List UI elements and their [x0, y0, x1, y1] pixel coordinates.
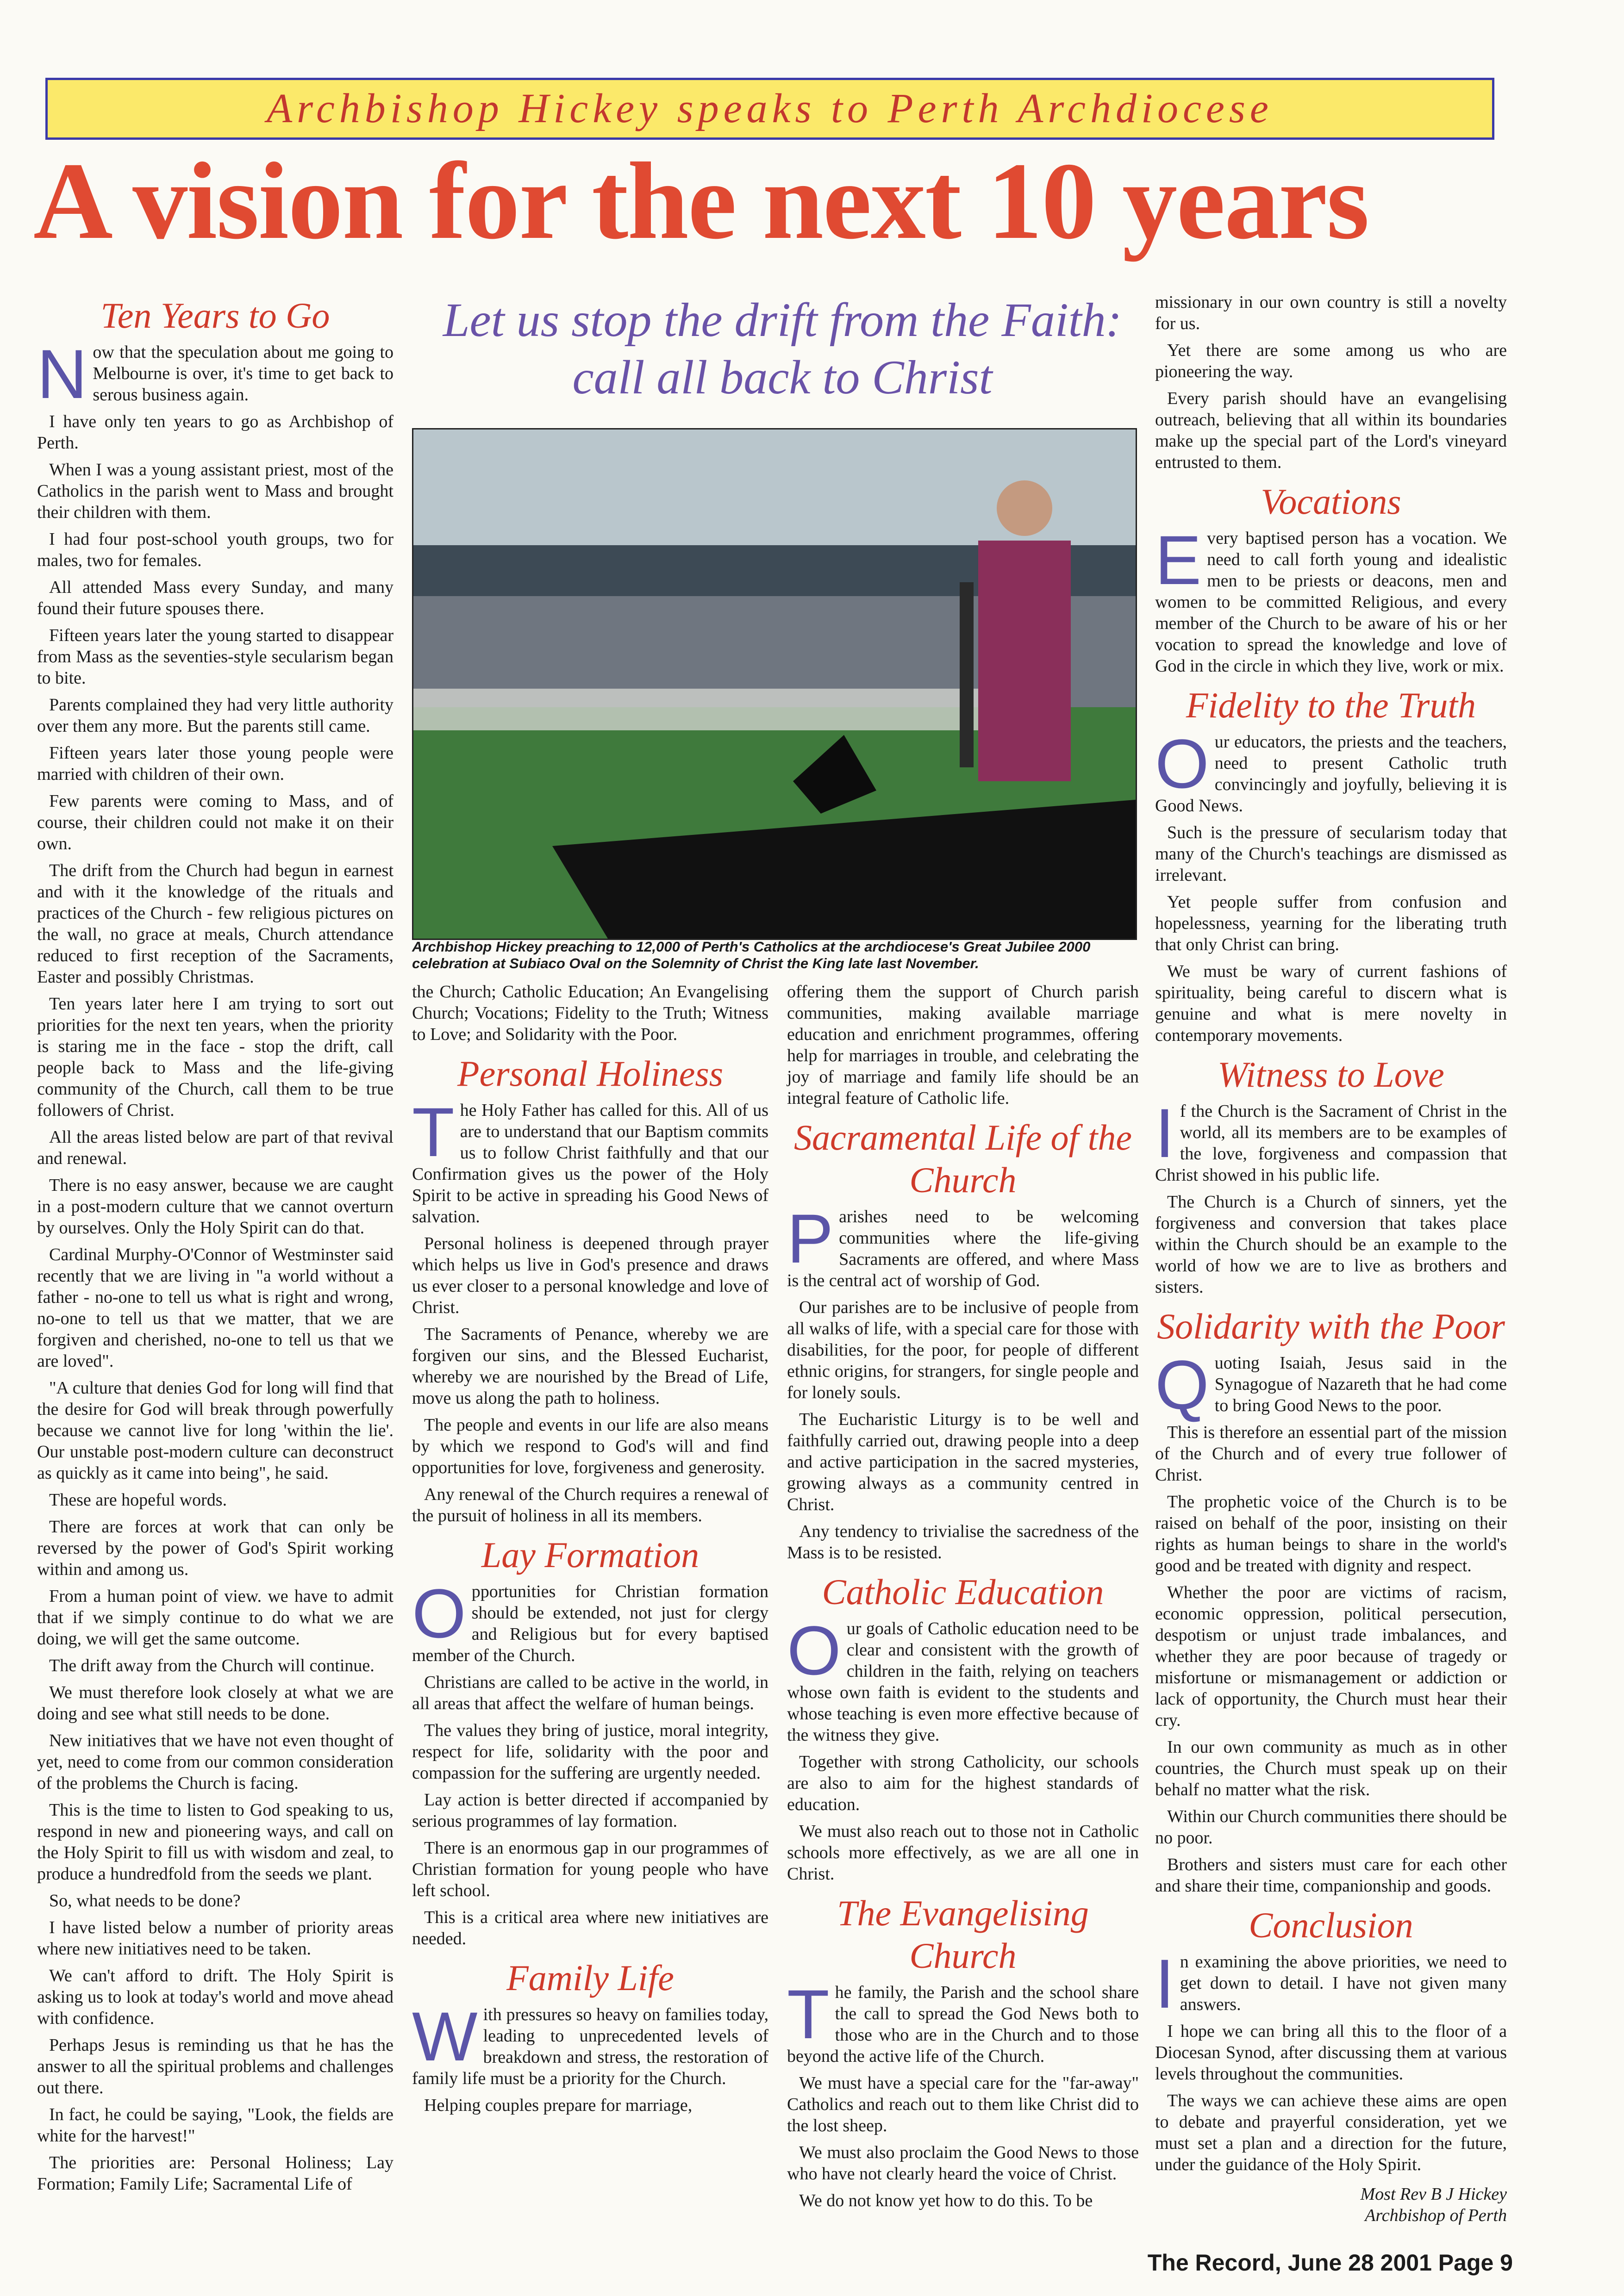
signature-name: Most Rev B J Hickey [1360, 2184, 1507, 2204]
paragraph: Yet there are some among us who are pioneering the way. [1155, 341, 1507, 381]
drop-cap: W [412, 1997, 478, 2075]
banner-text: Archbishop Hickey speaks to Perth Archdiocese [267, 86, 1273, 131]
column-2 [412, 981, 768, 2122]
paragraph: The values they bring of justice, moral integrity, respect for life, solidarity with the poor and compassion for the suffering are urgently needed. [412, 1721, 768, 1783]
drop-cap: O [1155, 725, 1209, 803]
section-heading: Solidarity with the Poor [1157, 1306, 1505, 1346]
paragraph: The drift away from the Church will continue. [49, 1656, 375, 1675]
paragraph: Helping couples prepare for marriage, [424, 2096, 693, 2115]
paragraph: In our own community as much as in other countries, the Church must speak up on their behalf no matter what the risk. [1155, 1737, 1507, 1799]
paragraph: Personal holiness is deepened through prayer which helps us live in God's presence and draws us ever closer to a personal knowledge and love of Christ. [412, 1234, 768, 1317]
drop-cap: I [1155, 1945, 1174, 2022]
section-heading: Conclusion [1249, 1905, 1413, 1945]
paragraph: arishes need to be welcoming communities where the life-giving Sacraments are offered, and where Mass is the central act of worship of God. [787, 1207, 1139, 1290]
paragraph: Ten years later here I am trying to sort out priorities for the next ten years, when the priority is staring me in the face - stop the drift, call people back to Mass and the life-giving community of the Church, call them to be true followers of Christ. [37, 994, 394, 1120]
paragraph: Such is the pressure of secularism today that many of the Church's teachings are dismissed as irrelevant. [1155, 823, 1507, 885]
signature-title: Archbishop of Perth [1365, 2206, 1507, 2225]
headline: A vision for the next 10 years [33, 140, 1368, 262]
section-heading: Personal Holiness [457, 1053, 724, 1094]
paragraph: Together with strong Catholicity, our schools are also to aim for the highest standards of education. [787, 1752, 1139, 1814]
paragraph: he Holy Father has called for this. All of us are to understand that our Baptism commits us to follow Christ faithfully and that our Confirmation gives us the power of the Holy Spirit to be active in spreading his Good News of salvation. [412, 1101, 768, 1226]
column-3-intro: offering them the support of Church parish communities, making available marriage education and enrichment programmes, offering help for marriages in trouble, and celebrating the joy of marriage and family life should be an integral feature of Catholic life. [787, 982, 1139, 1108]
paragraph: Fifteen years later those young people were married with children of their own. [37, 743, 394, 784]
section-heading: Witness to Love [1218, 1054, 1444, 1095]
section-heading: Family Life [506, 1958, 674, 1998]
paragraph: Perhaps Jesus is reminding us that he has the answer to all the spiritual problems and challenges out there. [37, 2035, 394, 2097]
paragraph: Every parish should have an evangelising outreach, believing that all within its boundaries make up the special part of the Lord's vineyard entrusted to them. [1155, 389, 1507, 472]
section-body [412, 1093, 768, 1526]
paragraph: We must be wary of current fashions of spirituality, being careful to discern what is genuine and what is mere novelty in contemporary movements. [1155, 962, 1507, 1045]
paragraph: Fifteen years later the young started to disappear from Mass as the seventies-style secularism began to bite. [37, 626, 394, 688]
paragraph: Christians are called to be active in the world, in all areas that affect the welfare of human beings. [412, 1673, 768, 1713]
paragraph: ur goals of Catholic education need to be clear and consistent with the growth of children in the faith, relying on teachers whose own faith is evident to the students and whose teaching is even more effective because of the witness they give. [787, 1619, 1139, 1745]
paragraph: Any tendency to trivialise the sacredness of the Mass is to be resisted. [787, 1522, 1139, 1562]
paragraph: ith pressures so heavy on families today, leading to unprecedented levels of breakdown and stress, the restoration of family life must be a priority for the Church. [412, 2005, 768, 2088]
paragraph: We must also reach out to those not in Catholic schools more effectively, as we are all one in Christ. [787, 1822, 1139, 1884]
paragraph: he family, the Parish and the school share the call to spread the God News both to those who are in the Church and to those beyond the active life of the Church. [787, 1983, 1139, 2066]
drop-cap: N [37, 335, 87, 413]
paragraph: Our parishes are to be inclusive of people from all walks of life, with a special care for those with disabilities, for the poor, for people of different ethnic origins, for strangers, for single people and for lonely souls. [787, 1298, 1139, 1402]
photo-image [413, 429, 1136, 939]
drop-cap: P [787, 1200, 834, 1277]
paragraph: We do not know yet how to do this. To be [799, 2191, 1093, 2210]
paragraph: The ways we can achieve these aims are open to debate and prayerful consideration, yet we must set a plan and a direction for the future, under the guidance of the Holy Spirit. [1155, 2091, 1507, 2174]
column-4-intro [1155, 292, 1507, 473]
section-heading: Sacramental Life of the Church [793, 1117, 1132, 1200]
drop-cap: T [412, 1093, 455, 1171]
section-body [1155, 1094, 1507, 1298]
paragraph: ur educators, the priests and the teachers, need to present Catholic truth convincingly and joyfully, believing it is Good News. [1155, 732, 1507, 815]
paragraph: Brothers and sisters must care for each other and share their time, companionship and goods. [1155, 1855, 1507, 1896]
paragraph: These are hopeful words. [49, 1490, 227, 1510]
paragraph: ow that the speculation about me going to Melbourne is over, it's time to get back to serous business again. [93, 342, 394, 404]
paragraph: Few parents were coming to Mass, and of course, their children could not make it on their own. [37, 791, 394, 853]
section-heading: Fidelity to the Truth [1186, 685, 1476, 725]
paragraph: Any renewal of the Church requires a renewal of the pursuit of holiness in all its members. [412, 1485, 768, 1525]
paragraph: f the Church is the Sacrament of Christ in the world, all its members are to be examples of the love, forgiveness and compassion that Christ showed in his public life. [1155, 1101, 1507, 1185]
paragraph: This is a critical area where new initiatives are needed. [412, 1908, 768, 1948]
paragraph: We must therefore look closely at what we are doing and see what still needs to be done. [37, 1683, 394, 1724]
paragraph: In fact, he could be saying, "Look, the fields are white for the harvest!" [37, 2105, 394, 2146]
drop-cap: E [1155, 521, 1202, 599]
paragraph: The Sacraments of Penance, whereby we are forgiven our sins, and the Blessed Eucharist, whereby we are nourished by the Bread of Life, move us along the path to holiness. [412, 1325, 768, 1408]
paragraph: New initiatives that we have not even thought of yet, need to come from our common consideration of the problems the Church is facing. [37, 1731, 394, 1793]
photo-archbishop-preaching [412, 428, 1137, 940]
drop-cap: Q [1155, 1346, 1209, 1424]
paragraph: I have only ten years to go as Archbishop of Perth. [37, 412, 394, 453]
paragraph: So, what needs to be done? [49, 1891, 241, 1910]
paragraph: Lay action is better directed if accompanied by serious programmes of lay formation. [412, 1790, 768, 1831]
paragraph: "A culture that denies God for long will find that the desire for God will break through powerfully because we cannot live for long 'within the lie'. Our unstable post-modern culture can deconstruct as quickly as it came into being", he said. [37, 1378, 394, 1483]
column-3 [787, 981, 1139, 2217]
paragraph: The prophetic voice of the Church is to be raised on behalf of the poor, insisting on their rights as human beings to share in the world's good and be treated with dignity and respect. [1155, 1492, 1507, 1575]
paragraph: I hope we can bring all this to the floor of a Diocesan Synod, after discussing them at various levels throughout the communities. [1155, 2022, 1507, 2084]
paragraph: The people and events in our life are also means by which we respond to God's will and find opportunities for love, forgiveness and generosity. [412, 1415, 768, 1477]
paragraph: Cardinal Murphy-O'Connor of Westminster said recently that we are living in "a world without a father - no-one to tell us what is right and wrong, no-one to tell us that we matter, that we are forgiven and cherished, no-one to tell us that we are loved". [37, 1245, 394, 1371]
drop-cap: T [787, 1975, 830, 2053]
section-body [787, 1200, 1139, 1563]
paragraph: The Eucharistic Liturgy is to be well and faithfully carried out, drawing people into a deep and active participation in the sacred mysteries, growing always as a community centred in Christ. [787, 1410, 1139, 1514]
paragraph: This is therefore an essential part of the mission of the Church and of every true follower of Christ. [1155, 1423, 1507, 1485]
banner [45, 78, 1494, 140]
column-4 [1155, 292, 1507, 2226]
paragraph: There is no easy answer, because we are caught in a post-modern culture that we cannot overturn by ourselves. Only the Holy Spirit can do that. [37, 1176, 394, 1238]
paragraph: n examining the above priorities, we need to get down to detail. I have not given many answers. [1180, 1952, 1507, 2014]
drop-cap: I [1155, 1094, 1174, 1172]
paragraph: We must have a special care for the "far-away" Catholics and reach out to them like Christ did to the lost sheep. [787, 2073, 1139, 2135]
paragraph: This is the time to listen to God speaking to us, respond in new and pioneering ways, and call on the Holy Spirit to fill us with wisdom and zeal, to produce a hundredfold from the seeds we plant. [37, 1800, 394, 1884]
paragraph: Parents complained they had very little authority over them any more. But the parents still came. [37, 695, 394, 736]
paragraph: The Church is a Church of sinners, yet the forgiveness and conversion that takes place within the Church should be an example to the world of how we are to live as brothers and sisters. [1155, 1192, 1507, 1297]
paragraph: The drift from the Church had begun in earnest and with it the knowledge of the rituals and practices of the Church - few religious pictures on the wall, no grace at meals, Church attendance reduced to first reception of the Sacraments, Easter and possibly Christmas. [37, 861, 394, 987]
section-body [787, 1975, 1139, 2211]
section-heading: Catholic Education [822, 1572, 1104, 1612]
section-heading: Vocations [1261, 481, 1401, 522]
section-body [1155, 521, 1507, 677]
paragraph: All attended Mass every Sunday, and many found their future spouses there. [37, 578, 394, 618]
paragraph: There is an enormous gap in our programmes of Christian formation for young people who have left school. [412, 1838, 768, 1900]
drop-cap: O [412, 1574, 466, 1652]
paragraph: We must also proclaim the Good News to those who have not clearly heard the voice of Christ. [787, 2143, 1139, 2184]
paragraph: When I was a young assistant priest, most of the Catholics in the parish went to Mass and brought their children with them. [37, 460, 394, 522]
section-body [1155, 1346, 1507, 1897]
drop-cap: O [787, 1612, 841, 1689]
paragraph: From a human point of view. we have to admit that if we simply continue to do what we are doing, we will get the same outcome. [37, 1587, 394, 1649]
section-body [1155, 1945, 1507, 2175]
paragraph: There are forces at work that can only be reversed by the power of God's Spirit working within and among us. [37, 1517, 394, 1579]
section-heading: Lay Formation [481, 1535, 700, 1575]
paragraph: very baptised person has a vocation. We need to call forth young and idealistic men to be priests or deacons, men and women to be committed Religious, and every member of the Church to be aware of his or her vocation to spread the knowledge and love of God in the circle in which they live, work or mix. [1155, 529, 1507, 676]
paragraph: Yet people suffer from confusion and hopelessness, yearning for the liberating truth that only Christ can bring. [1155, 892, 1507, 954]
section-heading: Ten Years to Go [100, 295, 330, 336]
paragraph: Within our Church communities there should be no poor. [1155, 1807, 1507, 1848]
paragraph: I have listed below a number of priority areas where new initiatives need to be taken. [37, 1918, 394, 1959]
page-footer: The Record, June 28 2001 Page 9 [1147, 2250, 1513, 2276]
section-heading: The Evangelising Church [837, 1893, 1089, 1976]
column-1 [37, 287, 394, 2200]
paragraph: pportunities for Christian formation should be extended, not just for clergy and Religious but for every baptised member of the Church. [412, 1582, 768, 1665]
paragraph: I had four post-school youth groups, two for males, two for females. [37, 529, 394, 570]
paragraph: uoting Isaiah, Jesus said in the Synagogue of Nazareth that he had come to bring Good News to the poor. [1214, 1353, 1507, 1415]
column-2-intro: the Church; Catholic Education; An Evangelising Church; Vocations; Fidelity to the Truth; Witness to Love; and Solidarity with the Poor. [412, 982, 768, 1044]
photo-caption: Archbishop Hickey preaching to 12,000 of Perth's Catholics at the archdiocese's Great Jubilee 2000 celebration at Subiaco Oval on the Solemnity of Christ the King late last November. [412, 939, 1091, 971]
paragraph: We can't afford to drift. The Holy Spirit is asking us to look at today's world and move ahead with confidence. [37, 1966, 394, 2028]
paragraph: Whether the poor are victims of racism, economic oppression, political persecution, despotism or unjust trade imbalances, and whether they are poor because of tragedy or misfortune or mismanagement or addiction or lack of opportunity, the Church must hear their cry. [1155, 1583, 1507, 1730]
paragraph: missionary in our own country is still a novelty for us. [1155, 292, 1507, 333]
paragraph: All the areas listed below are part of that revival and renewal. [37, 1127, 394, 1168]
column-1-body [37, 335, 394, 2195]
subheadline: Let us stop the drift from the Faith: call all back to Christ [443, 293, 1122, 404]
paragraph: The priorities are: Personal Holiness; Lay Formation; Family Life; Sacramental Life of [37, 2153, 394, 2194]
